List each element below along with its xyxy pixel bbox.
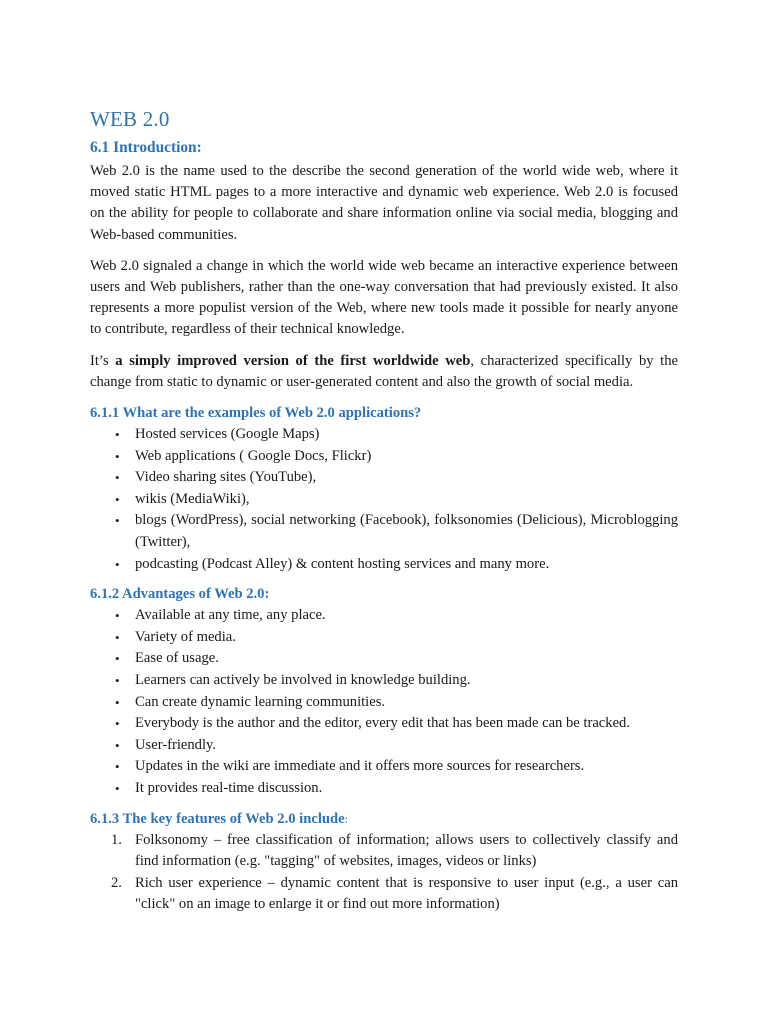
- bullet-icon: •: [115, 608, 120, 624]
- bullet-icon: •: [115, 629, 120, 645]
- list-item: • blogs (WordPress), social networking (Facebook), folksonomies (Delicious), Microblogging (Twitter),: [115, 512, 678, 550]
- list-item: • Can create dynamic learning communities.: [90, 692, 678, 714]
- bullet-icon: •: [115, 427, 120, 443]
- list-item: • Ease of usage.: [90, 648, 678, 670]
- section-heading-advantages: 6.1.2 Advantages of Web 2.0:: [90, 586, 270, 603]
- list-item: • User-friendly.: [90, 735, 678, 757]
- list-item: • Everybody is the author and the editor, every edit that has been made can be tracked.: [90, 713, 678, 735]
- list-item: • Learners can actively be involved in knowledge building.: [90, 670, 678, 692]
- list-item: 1. Folksonomy – free classification of information; allows users to collectively classify and find information (e.g. "tagging" of websites, images, videos or links): [111, 831, 678, 870]
- intro-paragraph-1: Web 2.0 is the name used to the describe the second generation of the world wide web, where it moved static HTML pages to a more interactive and dynamic web experience. Web 2.0 is focused on the ability for people to collaborate and share information online via social media, blogging and Web-based communities.: [90, 163, 678, 243]
- bullet-icon: •: [115, 694, 120, 710]
- list-item: • Web applications ( Google Docs, Flickr): [90, 446, 678, 468]
- list-number: 1.: [111, 831, 122, 848]
- advantages-list: [90, 605, 678, 799]
- list-item: • Video sharing sites (YouTube),: [90, 467, 678, 489]
- bullet-icon: •: [115, 556, 120, 572]
- heading-colon: :: [344, 811, 348, 826]
- examples-list: [90, 424, 678, 575]
- bullet-icon: •: [115, 513, 120, 529]
- section-heading-introduction: 6.1 Introduction:: [90, 139, 202, 156]
- list-item: • It provides real-time discussion.: [90, 778, 678, 800]
- list-item: • Variety of media.: [90, 627, 678, 649]
- bullet-icon: •: [115, 780, 120, 796]
- list-item: • wikis (MediaWiki),: [90, 489, 678, 511]
- page-title: WEB 2.0: [90, 107, 170, 131]
- bullet-icon: •: [115, 651, 120, 667]
- bullet-icon: •: [115, 672, 120, 688]
- list-number: 2.: [111, 874, 122, 891]
- list-item: 2. Rich user experience – dynamic content that is responsive to user input (e.g., a user can "click" on an image to enlarge it or find out more information): [111, 874, 678, 913]
- bullet-icon: •: [115, 759, 120, 775]
- intro-paragraph-3-bold: a simply improved version of the first worldwide web: [115, 352, 471, 369]
- bullet-icon: •: [115, 737, 120, 753]
- bullet-icon: •: [115, 491, 120, 507]
- bullet-icon: •: [115, 716, 120, 732]
- intro-paragraph-2: Web 2.0 signaled a change in which the world wide web became an interactive experience between users and Web publishers, rather than the one-way conversation that had previously existed. It also represents a more populist version of the Web, where new tools made it possible for nearly anyone to contribute, regardless of their technical knowledge.: [90, 257, 678, 338]
- intro-paragraph-3: [90, 351, 678, 393]
- intro-paragraph-3-start: It’s: [90, 352, 116, 369]
- bullet-icon: •: [115, 448, 120, 464]
- list-item: • Available at any time, any place.: [90, 605, 678, 627]
- list-item: • Updates in the wiki are immediate and it offers more sources for researchers.: [90, 756, 678, 778]
- bullet-icon: •: [115, 470, 120, 486]
- section-heading-features: 6.1.3 The key features of Web 2.0 include:: [90, 810, 348, 827]
- list-item: • podcasting (Podcast Alley) & content hosting services and many more.: [90, 554, 678, 576]
- section-heading-examples: 6.1.1 What are the examples of Web 2.0 applications?: [90, 405, 422, 422]
- list-item: • Hosted services (Google Maps): [90, 424, 678, 446]
- document-body: [90, 137, 678, 926]
- intro-paragraph-3-end: , characterized specifically by the change from static to dynamic or user-generated content and also the growth of social media.: [90, 352, 678, 390]
- features-list: [90, 830, 678, 916]
